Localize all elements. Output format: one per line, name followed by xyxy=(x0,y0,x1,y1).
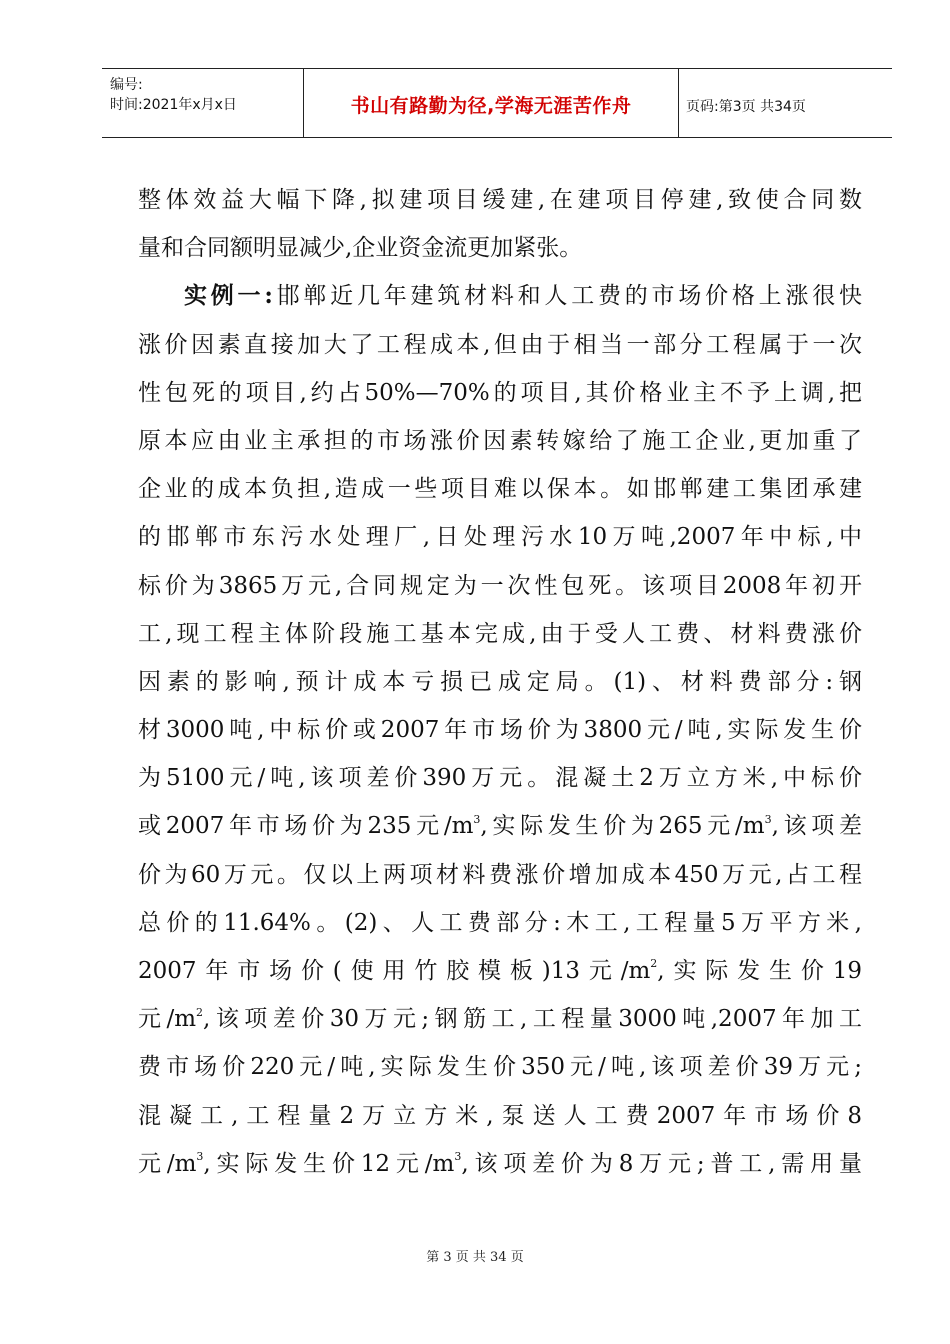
superscript: 2 xyxy=(650,957,658,971)
body-text: ,实际发生价12元/m xyxy=(203,1150,455,1177)
time-label: 时间:2021年x月x日 xyxy=(110,97,237,113)
body-line xyxy=(138,802,862,850)
body-line: 价为60万元。仅以上两项材料费涨价增加成本450万元,占工程 xyxy=(138,861,862,888)
body-line: 为5100元/吨,该项差价390万元。混凝土2万立方米,中标价 xyxy=(138,765,862,792)
body-line: 材3000吨,中标价或2007年市场价为3800元/吨,实际发生价 xyxy=(138,717,862,744)
body-line: 企业的成本负担,造成一些项目难以保本。如邯郸建工集团承建 xyxy=(138,476,862,503)
header-meta xyxy=(110,75,237,115)
body-text: 元/m xyxy=(138,1006,197,1033)
superscript: 3 xyxy=(764,812,772,826)
document-body xyxy=(138,176,862,1188)
page-footer: 第 3 页 共 34 页 xyxy=(426,1250,524,1265)
superscript: 2 xyxy=(196,1005,204,1019)
header-table xyxy=(102,68,892,138)
header-divider xyxy=(678,69,679,137)
body-line: 因素的影响,预计成本亏损已成定局。(1)、材料费部分:钢 xyxy=(138,668,862,695)
body-text: 2007年市场价(使用竹胶模板)13元/m xyxy=(138,958,651,984)
body-line: 量和合同额明显减少,企业资金流更加紧张。 xyxy=(138,235,583,262)
body-text: 邯郸近几年建筑材料和人工费的市场价格上涨很快 xyxy=(272,283,863,310)
body-text: 或2007年市场价为235元/m xyxy=(138,813,474,840)
body-line: 原本应由业主承担的市场涨价因素转嫁给了施工企业,更加重了 xyxy=(138,427,862,454)
body-line xyxy=(138,995,862,1043)
body-line: 标价为3865万元,合同规定为一次性包死。该项目2008年初开 xyxy=(138,572,862,599)
body-text: ,该项差价30万元;钢筋工,工程量3000吨,2007年加工 xyxy=(203,1006,863,1033)
body-line: 整体效益大幅下降,拟建项目缓建,在建项目停建,致使合同数 xyxy=(138,187,862,213)
superscript: 3 xyxy=(454,1150,462,1164)
body-text: ,该项差 xyxy=(771,813,863,840)
body-line: 涨价因素直接加大了工程成本,但由于相当一部分工程属于一次 xyxy=(138,331,862,358)
body-line xyxy=(138,947,862,995)
header-motto: 书山有路勤为径,学海无涯苦作舟 xyxy=(350,95,632,117)
page-indicator: 页码:第3页 共34页 xyxy=(686,99,806,115)
body-line xyxy=(138,1140,862,1188)
body-text: ,该项差价为8万元;普工,需用量 xyxy=(461,1150,862,1177)
serial-label: 编号: xyxy=(110,77,143,93)
body-line: 的邯郸市东污水处理厂,日处理污水10万吨,2007年中标,中 xyxy=(138,524,862,551)
body-line: 工,现工程主体阶段施工基本完成,由于受人工费、材料费涨价 xyxy=(138,620,862,647)
body-line: 性包死的项目,约占50%—70%的项目,其价格业主不予上调,把 xyxy=(138,379,862,406)
body-text: ,实际发生价19 xyxy=(657,958,862,984)
body-line xyxy=(138,272,862,320)
body-text: ,实际发生价为265元/m xyxy=(480,813,765,840)
body-line: 总价的11.64%。(2)、人工费部分:木工,工程量5万平方米, xyxy=(138,909,862,936)
body-line: 混凝工,工程量2万立方米,泵送人工费2007年市场价8 xyxy=(138,1102,862,1129)
body-text: 元/m xyxy=(138,1150,197,1177)
body-line: 费市场价220元/吨,实际发生价350元/吨,该项差价39万元; xyxy=(138,1054,862,1081)
header-divider xyxy=(303,69,304,137)
superscript: 3 xyxy=(196,1150,204,1164)
superscript: 3 xyxy=(473,812,481,826)
example-heading: 实例一: xyxy=(184,282,273,310)
